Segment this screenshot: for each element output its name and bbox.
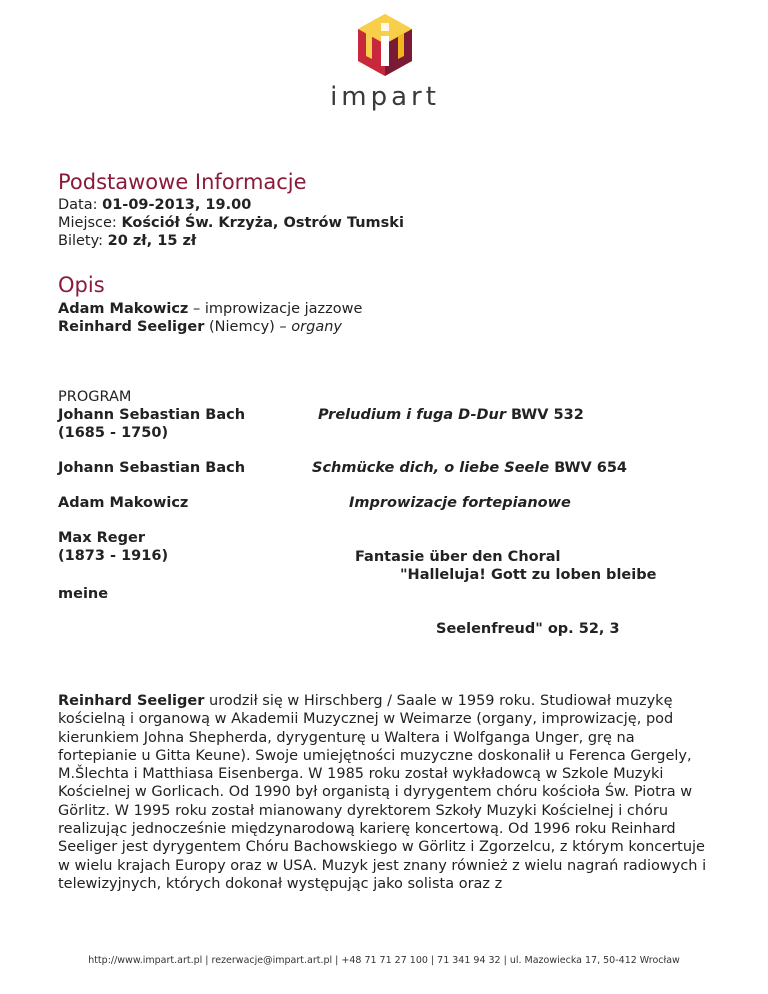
program-composer-years: (1873 - 1916) bbox=[58, 548, 169, 564]
tickets-line bbox=[58, 232, 196, 250]
place-line bbox=[58, 214, 404, 232]
program-work: "Halleluja! Gott zu loben bleibe bbox=[400, 567, 657, 583]
performer-country: (Niemcy) – bbox=[204, 319, 292, 335]
performer-role: organy bbox=[291, 319, 342, 335]
section-heading-info: Podstawowe Informacje bbox=[58, 170, 307, 194]
program-composer: Johann Sebastian Bach bbox=[58, 407, 246, 423]
date-value: 01-09-2013, 19.00 bbox=[102, 197, 252, 213]
program-label: PROGRAM bbox=[58, 389, 132, 405]
performer-line-1 bbox=[58, 300, 362, 318]
program-work: Preludium i fuga D-Dur BWV 532 bbox=[318, 407, 584, 423]
impart-logo-icon bbox=[358, 14, 412, 76]
section-heading-description: Opis bbox=[58, 273, 105, 297]
biography bbox=[58, 692, 718, 893]
program-work: Schmücke dich, o liebe Seele BWV 654 bbox=[312, 460, 628, 476]
brand-name: impart bbox=[330, 82, 440, 112]
biography-text: urodził się w Hirschberg / Saale w 1959 roku. Studiował muzykę kościelną i organową w Akademii Muzycznej w Weimarze (organy, improwizację, pod kierunkiem Johna Shepherda, dyrygenturę u Waltera i Wolfganga Unger, grę na fortepianie u Gitta Keune). Swoje umiejętności muzyczne doskonalił u Ferenca Gergely, M.Šlechta i Matthiasa Eisenberga. W 1985 roku został wykładowcą w Szkole Muzyki Kościelnej w Gorlicach. Od 1990 był organistą i dyrygentem chóru kościoła Św. Piotra w Görlitz. W 1995 roku został mianowany dyrektorem Szkoły Muzyki Kościelnej i chóru realizując jednocześnie międzynarodową karierę koncertową. Od 1996 roku Reinhard Seeliger jest dyrygentem Chóru Bachowskiego w Görlitz i Zgorzelcu, z którym koncertuje w wielu krajach Europy oraz w USA. Muzyk jest znany również z wielu nagrań radiowych i telewizyjnych, których dokonał występując jako solista oraz z bbox=[58, 693, 707, 892]
performer-line-2 bbox=[58, 318, 342, 336]
program-composer: Max Reger bbox=[58, 530, 145, 546]
program-work-fragment: meine bbox=[58, 586, 109, 602]
footer-contact: http://www.impart.art.pl | rezerwacje@impart.art.pl | +48 71 71 27 100 | 71 341 94 32 | ul. Mazowiecka 17, 50-412 Wrocław bbox=[88, 955, 680, 966]
program-composer-years: (1685 - 1750) bbox=[58, 425, 169, 441]
program-work: Fantasie über den Choral bbox=[355, 549, 561, 565]
program-work: Improwizacje fortepianowe bbox=[349, 495, 571, 511]
tickets-value: 20 zł, 15 zł bbox=[107, 233, 197, 249]
tickets-label: Bilety: bbox=[58, 233, 104, 249]
place-label: Miejsce: bbox=[58, 215, 117, 231]
date-line bbox=[58, 196, 251, 214]
biography-name: Reinhard Seeliger bbox=[58, 693, 205, 709]
performer-name: Adam Makowicz bbox=[58, 301, 189, 317]
program-composer: Adam Makowicz bbox=[58, 495, 189, 511]
date-label: Data: bbox=[58, 197, 98, 213]
program-work: Seelenfreud" op. 52, 3 bbox=[436, 621, 620, 637]
program-composer: Johann Sebastian Bach bbox=[58, 460, 246, 476]
performer-name: Reinhard Seeliger bbox=[58, 319, 205, 335]
performer-role: – improwizacje jazzowe bbox=[188, 301, 363, 317]
place-value: Kościół Św. Krzyża, Ostrów Tumski bbox=[121, 215, 404, 231]
